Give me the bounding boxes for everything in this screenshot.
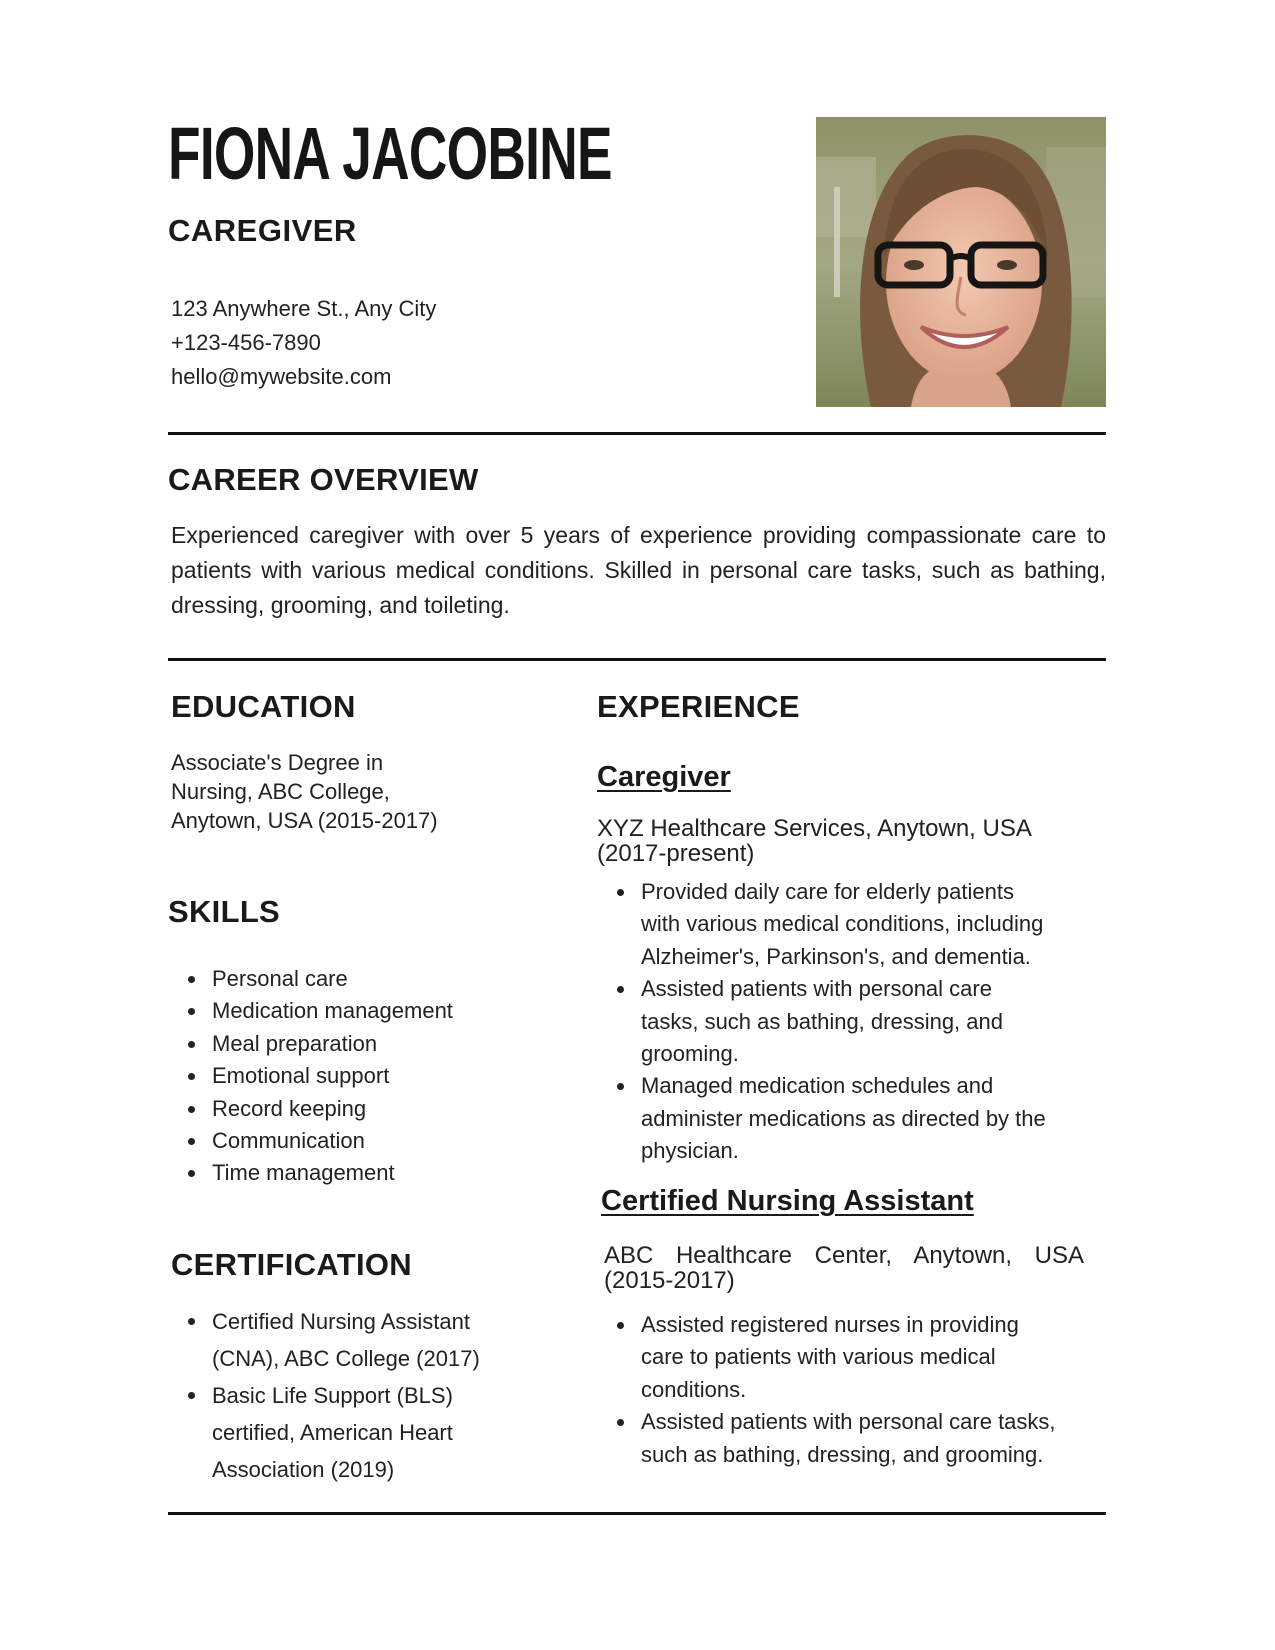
experience-heading: EXPERIENCE	[597, 689, 800, 724]
contact-info	[171, 292, 436, 394]
overview-text: Experienced caregiver with over 5 years of experience providing compassionate care to patients with various medical conditions. Skilled in personal care tasks, such as bathing, dressing, grooming, and toileting.	[171, 522, 1106, 618]
certification-line: (CNA), ABC College (2017)	[212, 1346, 480, 1371]
employer-line: XYZ Healthcare Services, Anytown, USA	[597, 815, 1032, 842]
certification-item	[172, 1377, 532, 1488]
certification-line: Certified Nursing Assistant	[212, 1309, 470, 1334]
skill-item: Record keeping	[172, 1093, 552, 1125]
certification-heading: CERTIFICATION	[171, 1247, 412, 1282]
job-title-cna: Certified Nursing Assistant	[601, 1185, 974, 1217]
job-title: CAREGIVER	[168, 213, 357, 248]
duty-line: with various medical conditions, including	[641, 911, 1044, 937]
duty-item	[601, 1406, 1101, 1471]
profile-photo	[816, 117, 1106, 407]
certification-line: certified, American Heart	[212, 1420, 453, 1445]
duty-line: Assisted patients with personal care tasks,	[641, 1409, 1056, 1435]
skills-heading: SKILLS	[168, 894, 281, 929]
employer-line: (2017-present)	[597, 840, 755, 867]
overview-heading: CAREER OVERVIEW	[168, 462, 479, 497]
duty-line: Assisted registered nurses in providing	[641, 1312, 1019, 1337]
education-line: Anytown, USA (2015-2017)	[171, 808, 438, 833]
duty-line: Assisted patients with personal care	[641, 976, 992, 1002]
certification-line: Association (2019)	[212, 1457, 395, 1482]
email: hello@mywebsite.com	[171, 364, 392, 389]
duty-item	[601, 876, 1101, 973]
employer	[597, 816, 1097, 866]
skill-item: Communication	[172, 1125, 552, 1157]
phone: +123-456-7890	[171, 330, 321, 355]
certification-line: Basic Life Support (BLS)	[212, 1383, 453, 1408]
education-text	[171, 748, 501, 835]
education-line: Associate's Degree in	[171, 750, 384, 775]
duty-line: Managed medication schedules and	[641, 1073, 994, 1099]
job-title-caregiver: Caregiver	[597, 761, 731, 793]
employer	[604, 1243, 1084, 1293]
education-line: Nursing, ABC College,	[171, 779, 390, 804]
divider	[168, 432, 1106, 435]
duty-item	[601, 1309, 1101, 1406]
skill-item: Emotional support	[172, 1060, 552, 1092]
duty-item	[601, 973, 1101, 1070]
divider	[168, 1512, 1106, 1515]
duty-line: Alzheimer's, Parkinson's, and dementia.	[641, 943, 1031, 969]
skill-item: Meal preparation	[172, 1028, 552, 1060]
employer-line: ABC Healthcare Center, Anytown, USA	[604, 1242, 1084, 1269]
duty-line: tasks, such as bathing, dressing, and	[641, 1008, 1003, 1034]
duty-line: care to patients with various medical	[641, 1344, 996, 1370]
skill-item: Personal care	[172, 963, 552, 995]
skill-item: Time management	[172, 1157, 552, 1189]
duty-line: conditions.	[641, 1376, 747, 1402]
certification-item	[172, 1303, 532, 1377]
duty-line: grooming.	[641, 1041, 739, 1067]
certification-list	[172, 1303, 532, 1488]
duty-line: Provided daily care for elderly patients	[641, 879, 1014, 904]
duty-item	[601, 1070, 1101, 1167]
divider	[168, 658, 1106, 661]
candidate-name: FIONA JACOBINE	[168, 112, 612, 195]
education-heading: EDUCATION	[171, 689, 356, 724]
duty-line: such as bathing, dressing, and grooming.	[641, 1441, 1044, 1467]
skill-item: Medication management	[172, 995, 552, 1027]
duty-line: administer medications as directed by the	[641, 1105, 1046, 1131]
duty-line: physician.	[641, 1138, 739, 1164]
duties-list	[601, 876, 1101, 1168]
skills-list	[172, 963, 552, 1190]
address: 123 Anywhere St., Any City	[171, 296, 437, 321]
employer-line: (2015-2017)	[604, 1267, 735, 1294]
duties-list	[601, 1309, 1101, 1471]
